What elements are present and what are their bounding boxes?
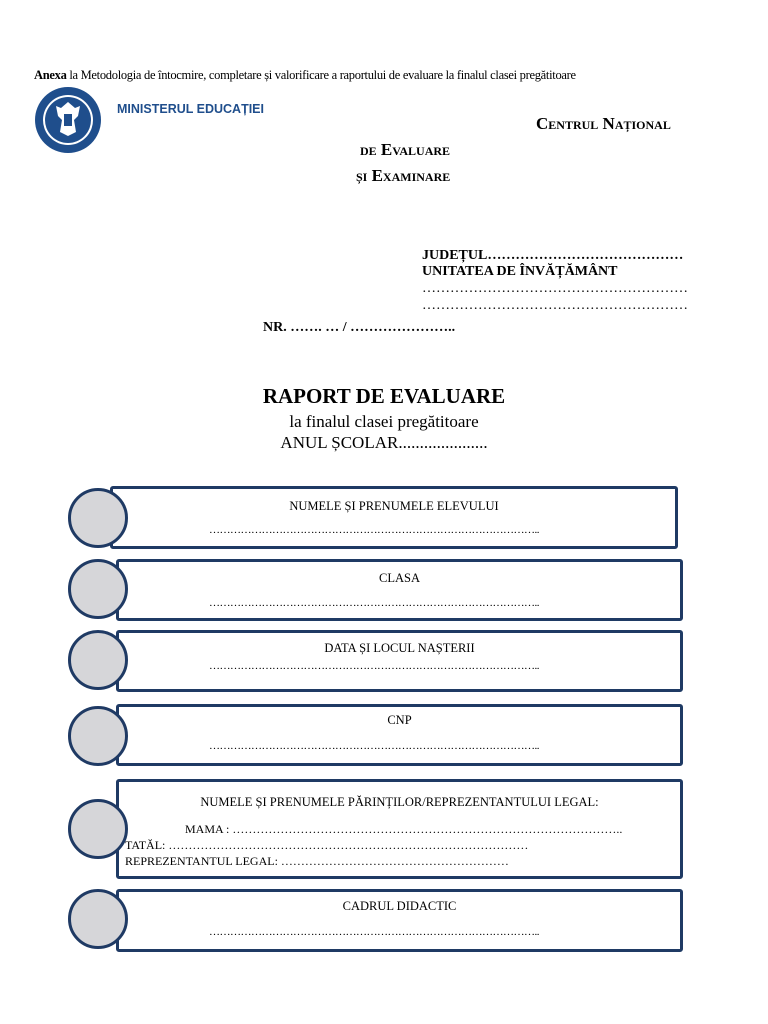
class-box bbox=[116, 559, 683, 621]
parents-box bbox=[116, 779, 683, 879]
annex-text: la Metodologia de întocmire, completare și valorificare a raportului de evaluare la finalul clasei pregătitoare bbox=[66, 68, 576, 82]
ministry-name: MINISTERUL EDUCAȚIEI bbox=[117, 102, 264, 116]
student-name-box bbox=[110, 486, 678, 549]
class-label: CLASA bbox=[379, 571, 420, 585]
teacher-box bbox=[116, 889, 683, 952]
father-field[interactable]: TATĂL: ……………………………………………………………………………… bbox=[125, 838, 529, 852]
circle-marker bbox=[68, 630, 128, 690]
cnp-box bbox=[116, 704, 683, 766]
student-name-field[interactable]: ………………………………………………………………………………….. bbox=[209, 524, 539, 536]
birth-box bbox=[116, 630, 683, 692]
parents-label: NUMELE ȘI PRENUMELE PĂRINȚILOR/REPREZENTANTULUI LEGAL: bbox=[200, 795, 599, 809]
class-field[interactable]: ………………………………………………………………………………….. bbox=[209, 597, 539, 609]
county-field: JUDEȚUL…………………………………… bbox=[422, 248, 684, 263]
teacher-field[interactable]: ………………………………………………………………………………….. bbox=[209, 926, 539, 938]
school-unit-dots-2: ………………………………………………… bbox=[422, 298, 688, 313]
circle-marker bbox=[68, 799, 128, 859]
school-info bbox=[422, 248, 688, 314]
cnee-line-1: Centrul Național bbox=[536, 114, 671, 133]
report-title: RAPORT DE EVALUARE bbox=[262, 384, 506, 408]
cnp-field[interactable]: ………………………………………………………………………………….. bbox=[209, 740, 539, 752]
circle-marker bbox=[68, 559, 128, 619]
cnp-label: CNP bbox=[387, 713, 412, 727]
mother-field[interactable]: MAMA : …………………………………………………………………………………….. bbox=[185, 822, 623, 836]
annex-note bbox=[34, 68, 576, 83]
legal-representative-field[interactable]: REPREZENTANTUL LEGAL: ………………………………………………… bbox=[125, 854, 509, 868]
report-subtitle: la finalul clasei pregătitoare bbox=[289, 412, 479, 431]
circle-marker bbox=[68, 889, 128, 949]
school-unit-dots-1: ………………………………………………… bbox=[422, 281, 688, 296]
registration-number: NR. ……. … / ………………….. bbox=[263, 320, 456, 335]
birth-label: DATA ȘI LOCUL NAȘTERII bbox=[324, 641, 475, 655]
circle-marker bbox=[68, 706, 128, 766]
school-unit-label: UNITATEA DE ÎNVĂȚĂMÂNT bbox=[422, 264, 618, 279]
teacher-label: CADRUL DIDACTIC bbox=[342, 899, 457, 913]
cnee-line-3: și Examinare bbox=[356, 166, 451, 185]
cnee-line-2: de Evaluare bbox=[360, 140, 451, 159]
circle-marker bbox=[68, 488, 128, 548]
school-year: ANUL ȘCOLAR..................... bbox=[280, 433, 488, 452]
government-seal-logo bbox=[34, 86, 102, 154]
annex-bold: Anexa bbox=[34, 68, 67, 82]
birth-field[interactable]: ………………………………………………………………………………….. bbox=[209, 660, 539, 672]
student-name-label: NUMELE ȘI PRENUMELE ELEVULUI bbox=[289, 499, 499, 513]
